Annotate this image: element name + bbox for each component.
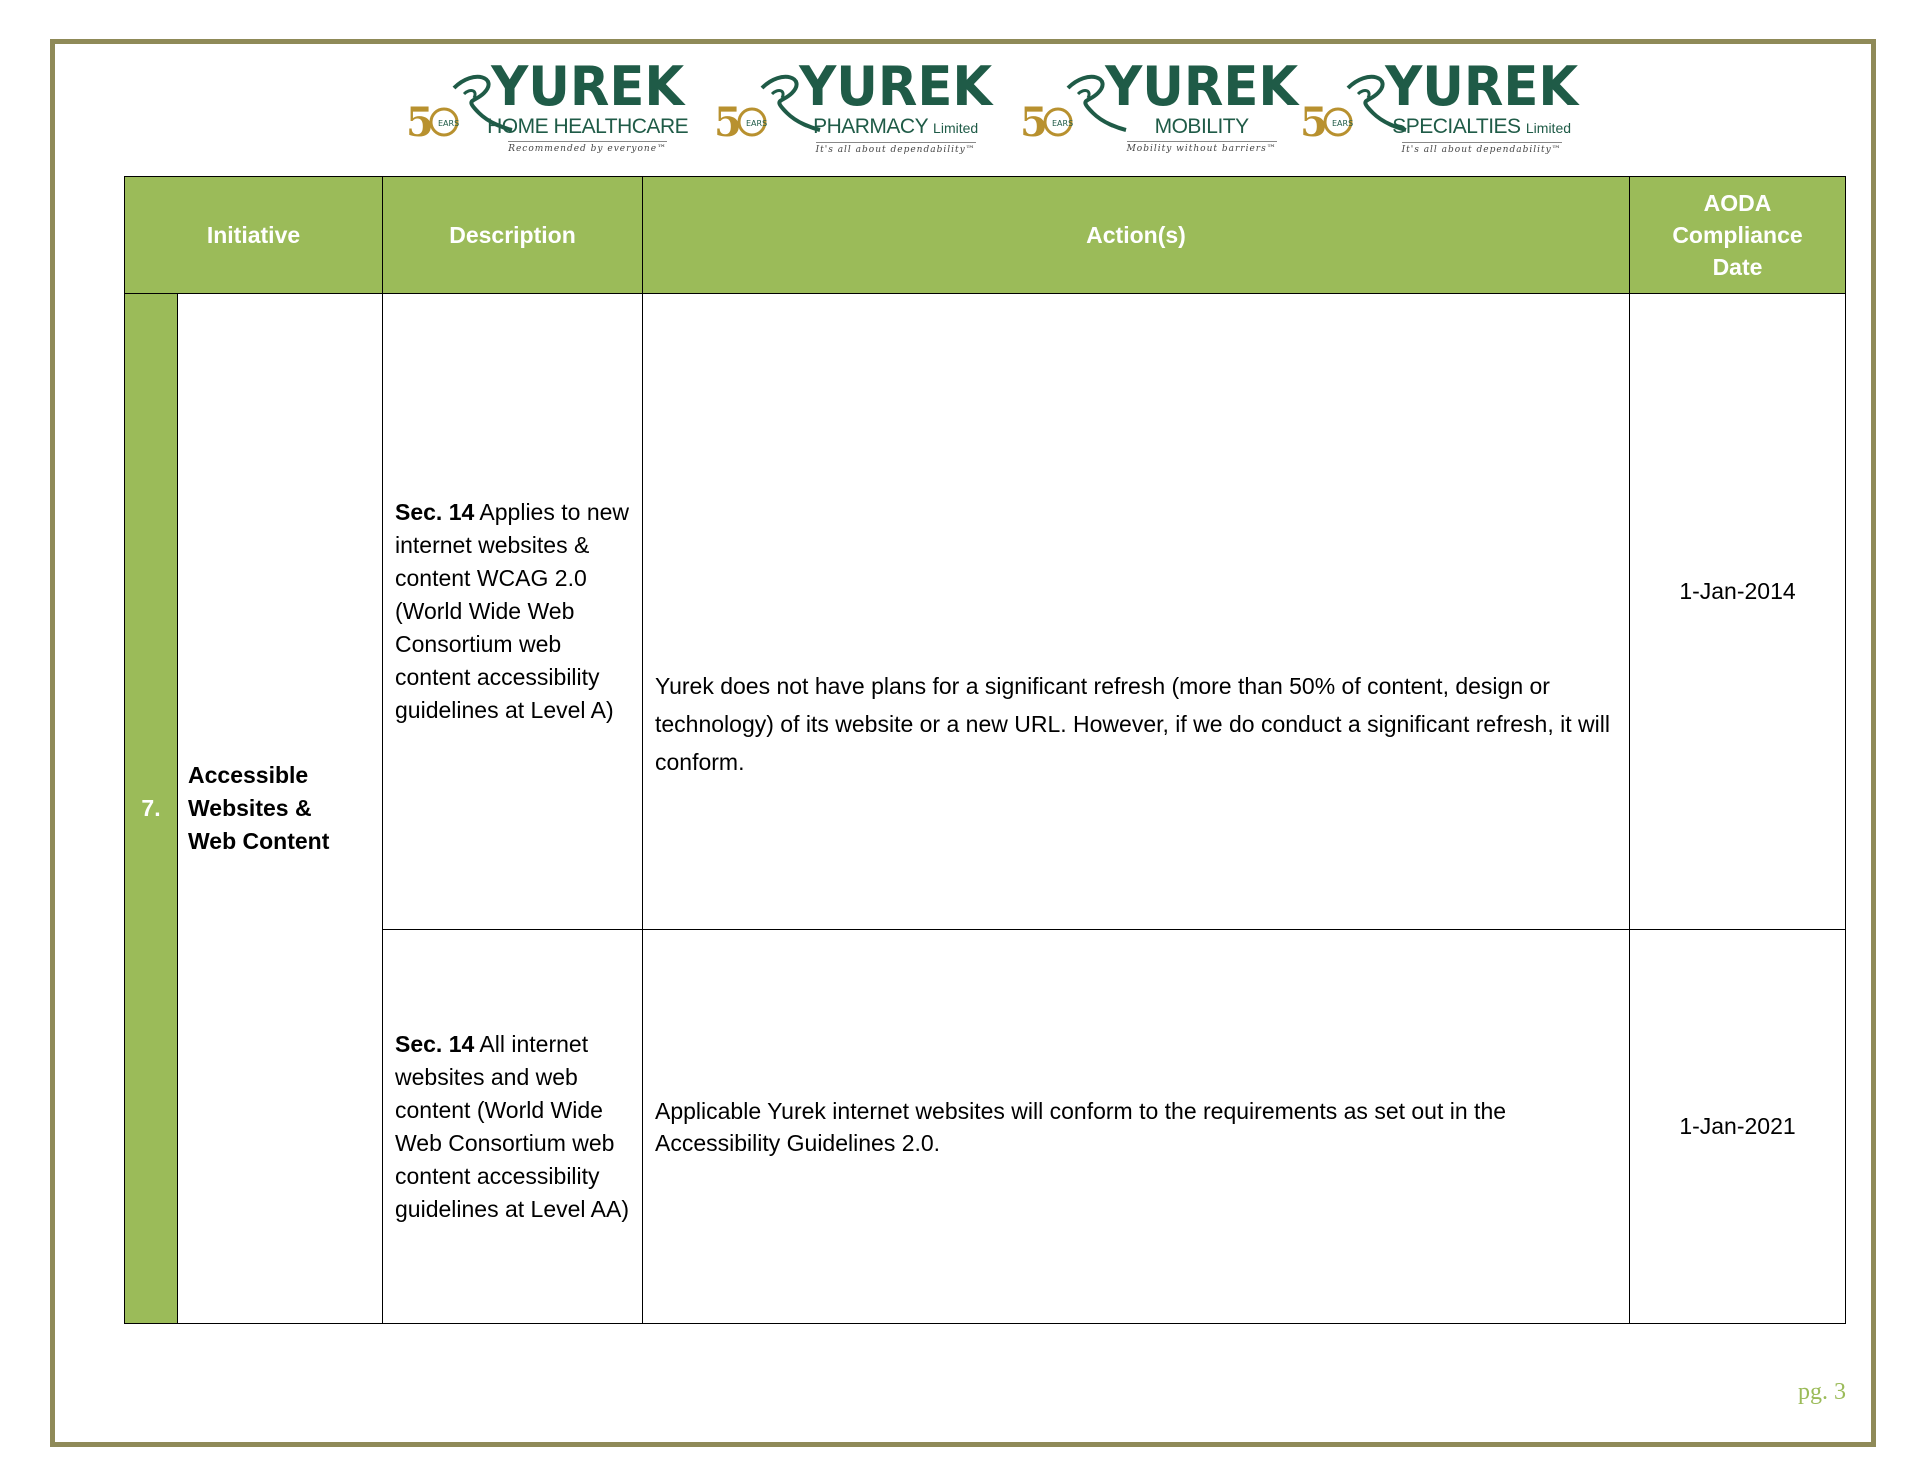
- svg-text:5: 5: [714, 99, 742, 146]
- logo-wordmark: YUREK: [491, 55, 685, 118]
- logo-wordmark: YUREK: [1385, 55, 1579, 118]
- logo-subtitle: MOBILITY: [1154, 115, 1249, 138]
- description-cell: [383, 294, 643, 930]
- svg-text:5: 5: [1300, 99, 1328, 146]
- logo-tagline: It's all about dependability™: [1402, 142, 1562, 157]
- logo-specialties: [1298, 55, 1588, 164]
- table-row: [125, 930, 1846, 1324]
- section-reference: Sec. 14: [395, 1030, 475, 1057]
- svg-text:EARS: EARS: [1052, 119, 1074, 128]
- header-actions: Action(s): [643, 177, 1630, 294]
- logo-wordmark: YUREK: [1105, 55, 1299, 118]
- item-number: 7.: [125, 294, 178, 1324]
- svg-text:5: 5: [1020, 99, 1048, 146]
- logo-home-healthcare: [404, 55, 712, 164]
- compliance-date: 1-Jan-2014: [1630, 294, 1846, 930]
- logo-tagline: It's all about dependability™: [816, 142, 976, 157]
- header-description: Description: [383, 177, 643, 294]
- logo-mobility: [1018, 55, 1299, 164]
- logo-subtitle: HOME HEALTHCARE: [487, 115, 689, 138]
- svg-text:EARS: EARS: [438, 119, 460, 128]
- logo-tagline: Recommended by everyone™: [508, 141, 667, 156]
- compliance-date: 1-Jan-2021: [1630, 930, 1846, 1324]
- initiative-name: Accessible Websites & Web Content: [178, 294, 383, 1324]
- logo-subtitle: PHARMACY Limited: [813, 115, 979, 138]
- section-reference: Sec. 14: [395, 499, 475, 525]
- table-row: [125, 294, 1846, 930]
- accessibility-plan-table: [124, 176, 1846, 1324]
- table-header-row: [125, 177, 1846, 294]
- header-compliance-date: AODA Compliance Date: [1630, 177, 1846, 294]
- action-text: Yurek does not have plans for a significant refresh (more than 50% of content, design or technology) of its website or a new URL. However, if we do conduct a significant refresh, it will conform.: [655, 673, 1610, 775]
- svg-text:EARS: EARS: [746, 119, 768, 128]
- logo-wordmark: YUREK: [799, 55, 993, 118]
- action-text: Applicable Yurek internet websites will conform to the requirements as set out in the Accessibility Guidelines 2.0.: [655, 1097, 1507, 1156]
- description-cell: [383, 930, 643, 1324]
- description-text: All internet websites and web content (World Wide Web Consortium web content accessibility guidelines at Level AA): [395, 1030, 629, 1222]
- svg-text:EARS: EARS: [1332, 119, 1354, 128]
- logo-subtitle: SPECIALTIES Limited: [1392, 115, 1572, 138]
- header-initiative: Initiative: [125, 177, 383, 294]
- svg-text:5: 5: [406, 99, 434, 146]
- logo-tagline: Mobility without barriers™: [1127, 141, 1277, 156]
- description-text: Applies to new internet websites & content WCAG 2.0 (World Wide Web Consortium web content accessibility guidelines at Level A): [395, 499, 630, 723]
- action-cell: [643, 294, 1630, 930]
- action-cell: [643, 930, 1630, 1324]
- logo-pharmacy: [712, 55, 1018, 164]
- page-number: pg. 3: [1798, 1379, 1846, 1405]
- logo-banner: [404, 55, 1588, 164]
